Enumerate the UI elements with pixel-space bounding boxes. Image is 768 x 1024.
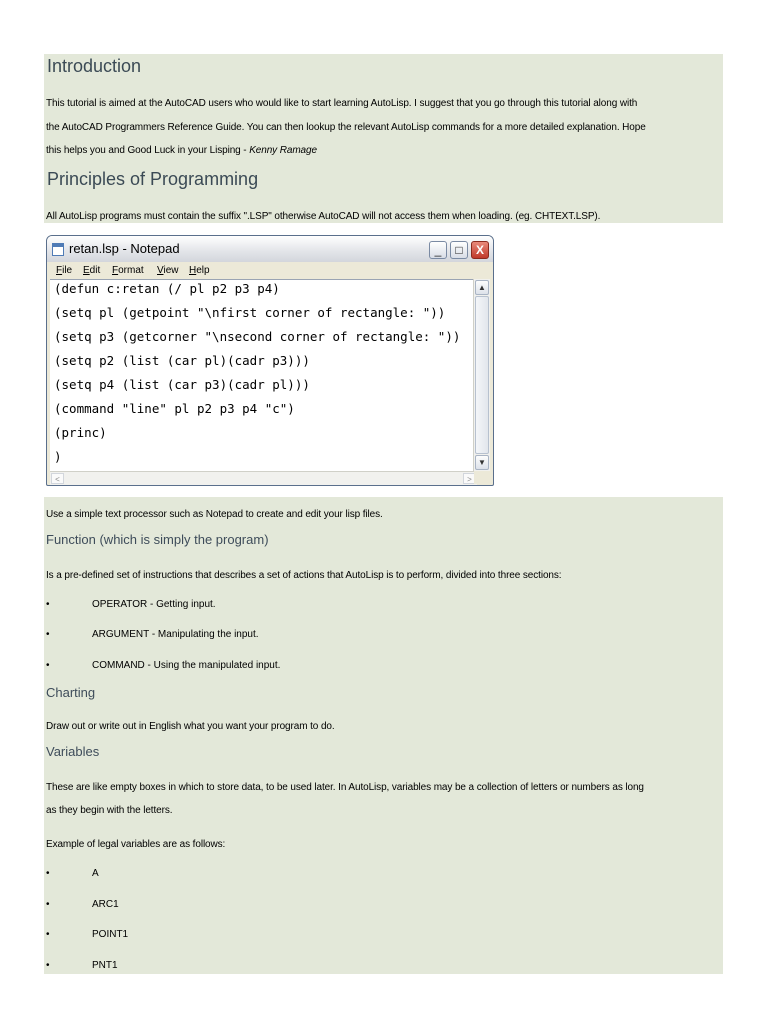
example-text: Example of legal variables are as follows: — [46, 839, 226, 850]
horizontal-scrollbar[interactable] — [50, 471, 477, 485]
list-item: PNT1 — [92, 960, 118, 971]
code-line: (setq p2 (list (car pl)(cadr p3))) — [54, 353, 310, 368]
intro-line-1: This tutorial is aimed at the AutoCAD users who would like to start learning AutoLisp. I suggest that you go through this tutorial along with — [46, 98, 638, 109]
code-line: (setq pl (getpoint "\nfirst corner of rectangle: ")) — [54, 305, 446, 320]
scroll-down-button[interactable]: ▼ — [475, 455, 489, 470]
notepad-window — [46, 235, 494, 486]
list-item: OPERATOR - Getting input. — [92, 599, 216, 610]
bullet: • — [46, 868, 50, 879]
list-item: COMMAND - Using the manipulated input. — [92, 660, 281, 671]
scroll-right-button[interactable]: > — [463, 473, 476, 484]
intro-line-2: the AutoCAD Programmers Reference Guide. You can then lookup the relevant AutoLisp commands for a more detailed explanation. Hope — [46, 122, 646, 133]
code-line: (defun c:retan (/ pl p2 p3 p4) — [54, 281, 280, 296]
maximize-button[interactable]: □ — [450, 241, 468, 259]
intro-heading: Introduction — [47, 56, 142, 76]
menu-help[interactable]: Help — [189, 265, 210, 276]
code-line: (princ) — [54, 425, 107, 440]
close-button[interactable]: X — [471, 241, 489, 259]
list-item: POINT1 — [92, 929, 129, 940]
scroll-thumb[interactable] — [475, 296, 489, 454]
notepad-icon — [52, 243, 64, 256]
principles-text: All AutoLisp programs must contain the suffix ".LSP" otherwise AutoCAD will not access them when loading. (eg. CHTEXT.LSP). — [46, 211, 601, 222]
list-item: ARC1 — [92, 899, 119, 910]
menu-view[interactable]: View — [157, 265, 179, 276]
charting-heading: Charting — [46, 685, 96, 700]
scroll-left-button[interactable]: < — [51, 473, 64, 484]
variables-line-1: These are like empty boxes in which to store data, to be used later. In AutoLisp, variables may be a collection of letters or numbers as long — [46, 782, 644, 793]
menu-format[interactable]: Format — [112, 265, 144, 276]
bullet: • — [46, 660, 50, 671]
variables-line-2: as they begin with the letters. — [46, 805, 173, 816]
menu-file[interactable]: File — [56, 265, 73, 276]
code-line: (setq p4 (list (car p3)(cadr pl))) — [54, 377, 310, 392]
resize-grip[interactable] — [474, 471, 490, 484]
variables-heading: Variables — [46, 744, 100, 759]
principles-heading: Principles of Programming — [47, 169, 259, 189]
bullet: • — [46, 599, 50, 610]
function-text: Is a pre-defined set of instructions that describes a set of actions that AutoLisp is to perform, divided into three sections: — [46, 570, 562, 581]
author-name: Kenny Ramage — [249, 145, 317, 156]
menu-edit[interactable]: Edit — [83, 265, 101, 276]
intro-line-3-text: this helps you and Good Luck in your Lisping - — [46, 145, 250, 156]
code-line: (setq p3 (getcorner "\nsecond corner of rectangle: ")) — [54, 329, 461, 344]
function-heading: Function (which is simply the program) — [46, 532, 269, 547]
list-item: A — [92, 868, 99, 879]
bullet: • — [46, 899, 50, 910]
scroll-up-button[interactable]: ▲ — [475, 280, 489, 295]
charting-text: Draw out or write out in English what you want your program to do. — [46, 721, 335, 732]
notepad-menu-bar — [47, 263, 493, 279]
notepad-title: retan.lsp - Notepad — [69, 241, 180, 256]
vertical-scrollbar[interactable] — [473, 279, 490, 471]
intro-line-3 — [46, 145, 317, 156]
notepad-tip-text: Use a simple text processor such as Notepad to create and edit your lisp files. — [46, 509, 383, 520]
bullet: • — [46, 960, 50, 971]
body-section-background — [44, 497, 723, 974]
notepad-title-bar[interactable] — [47, 236, 493, 262]
notepad-text-area[interactable] — [50, 279, 477, 472]
bullet: • — [46, 629, 50, 640]
code-line: ) — [54, 449, 62, 464]
intro-section-background — [44, 54, 723, 223]
code-line: (command "line" pl p2 p3 p4 "c") — [54, 401, 295, 416]
list-item: ARGUMENT - Manipulating the input. — [92, 629, 259, 640]
bullet: • — [46, 929, 50, 940]
minimize-button[interactable]: _ — [429, 241, 447, 259]
